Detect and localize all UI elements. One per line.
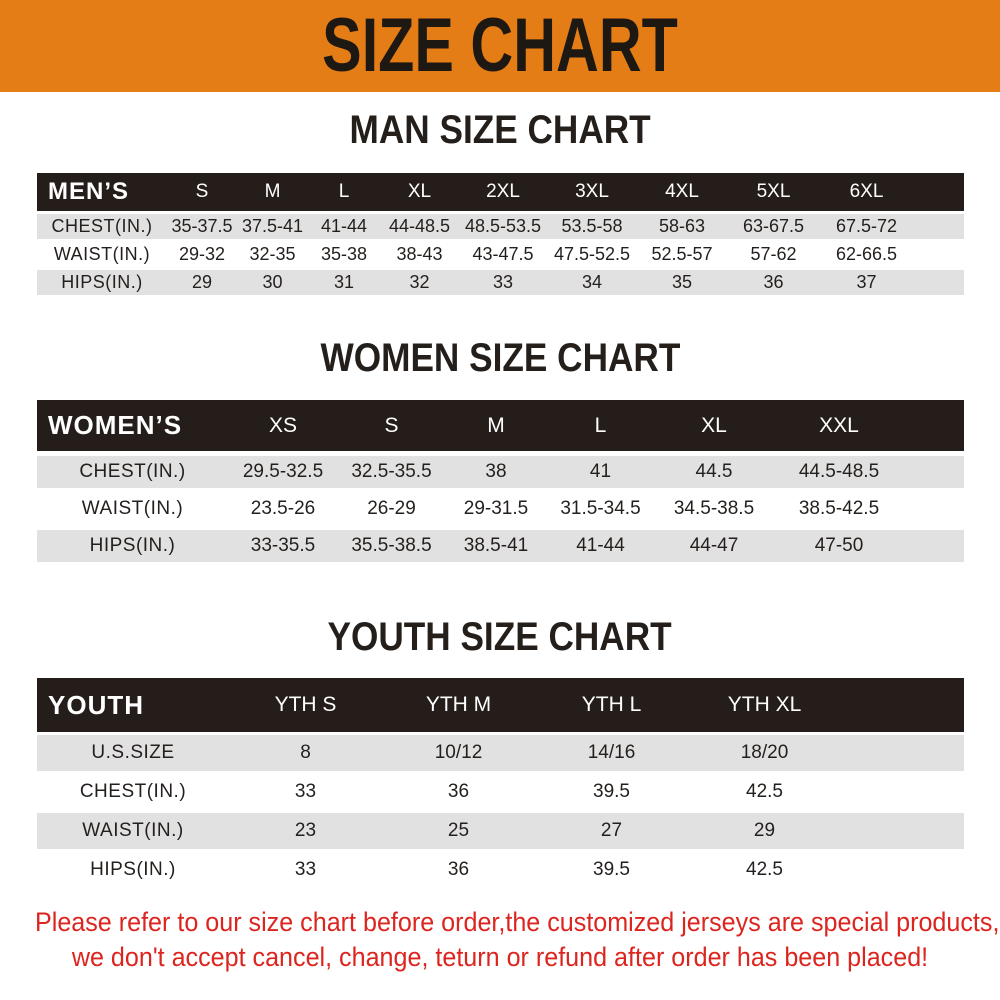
men-col-3xl: 3XL: [575, 181, 609, 202]
value-cell: 34.5-38.5: [673, 498, 755, 519]
value-cell: 35: [671, 272, 693, 292]
men-col-5xl: 5XL: [756, 181, 791, 202]
men-col-xl: XL: [407, 181, 432, 202]
men-header-filler: [913, 173, 964, 211]
value-cell: 32-35: [249, 244, 296, 264]
row-label: CHEST(IN.): [79, 461, 186, 482]
youth-col-s: YTH S: [274, 693, 337, 716]
women-col-xl: XL: [701, 413, 727, 437]
value-cell: 53.5-58: [561, 216, 623, 236]
row-label: HIPS(IN.): [61, 272, 143, 292]
filler-cell: [841, 813, 964, 849]
filler-cell: [913, 270, 964, 295]
value-cell: 44-48.5: [388, 216, 451, 236]
value-cell: 38: [485, 461, 507, 482]
value-cell: 36: [763, 272, 784, 292]
value-cell: 47-50: [814, 535, 864, 556]
value-cell: 33: [294, 859, 317, 880]
value-cell: 48.5-53.5: [464, 216, 542, 236]
men-chest-row: [37, 214, 964, 239]
value-cell: 8: [300, 742, 311, 763]
value-cell: 10/12: [434, 742, 483, 763]
value-cell: 57-62: [750, 244, 797, 264]
youth-ussize-row: [37, 735, 964, 771]
value-cell: 39.5: [593, 859, 630, 880]
men-col-6xl: 6XL: [849, 181, 884, 202]
value-cell: 52.5-57: [651, 244, 713, 264]
value-cell: 34: [581, 272, 603, 292]
youth-section-title: [0, 615, 1000, 659]
filler-cell: [913, 214, 964, 239]
row-label: U.S.SIZE: [91, 742, 175, 763]
women-section-title: [0, 336, 1000, 380]
filler-cell: [841, 852, 964, 888]
women-header-row: [37, 400, 964, 451]
youth-header-row: [37, 678, 964, 732]
value-cell: 37: [856, 272, 877, 292]
value-cell: 30: [262, 272, 283, 292]
value-cell: 38.5-42.5: [798, 498, 880, 519]
women-header-label: WOMEN’S: [48, 410, 183, 440]
women-col-xxl: XXL: [819, 413, 859, 437]
value-cell: 35-38: [320, 244, 368, 264]
value-cell: 37.5-41: [241, 216, 304, 236]
row-label: WAIST(IN.): [81, 498, 184, 519]
value-cell: 44-47: [689, 535, 739, 556]
value-cell: 23.5-26: [250, 498, 316, 519]
value-cell: 26-29: [367, 498, 416, 519]
man-section-title-text: MAN SIZE CHART: [349, 108, 651, 152]
men-header-row: [37, 173, 964, 211]
women-col-l: L: [594, 413, 607, 437]
value-cell: 38-43: [396, 244, 443, 264]
value-cell: 32: [409, 272, 430, 292]
row-label: HIPS(IN.): [89, 535, 176, 556]
men-col-m: M: [264, 181, 281, 202]
men-col-l: L: [338, 181, 350, 202]
value-cell: 44.5-48.5: [798, 461, 880, 482]
women-col-xs: XS: [268, 413, 297, 437]
youth-header-label: YOUTH: [48, 689, 144, 720]
row-label: WAIST(IN.): [82, 820, 184, 841]
youth-hips-row: [37, 852, 964, 888]
value-cell: 42.5: [746, 781, 783, 802]
man-size-section: [0, 108, 1000, 298]
value-cell: 62-66.5: [835, 244, 898, 264]
filler-cell: [841, 735, 964, 771]
value-cell: 44.5: [695, 461, 733, 482]
value-cell: 58-63: [658, 216, 706, 236]
value-cell: 27: [600, 820, 623, 841]
value-cell: 41-44: [320, 216, 368, 236]
women-hips-row: [37, 530, 964, 562]
value-cell: 33: [294, 781, 317, 802]
filler-cell: [841, 774, 964, 810]
order-notice-line1: Please refer to our size chart before order,the customized jerseys are special products,: [35, 907, 1000, 937]
women-col-m: M: [487, 413, 505, 437]
youth-size-section: [0, 615, 1000, 891]
page-title: SIZE CHART: [322, 3, 678, 88]
youth-col-l: YTH L: [581, 693, 642, 716]
value-cell: 31.5-34.5: [560, 498, 641, 519]
filler-cell: [904, 530, 964, 562]
men-hips-row: [37, 270, 964, 295]
value-cell: 18/20: [740, 742, 789, 763]
youth-col-m: YTH M: [425, 693, 492, 716]
women-col-s: S: [384, 413, 399, 437]
men-header-label: MEN’S: [48, 178, 130, 205]
value-cell: 41-44: [576, 535, 625, 556]
value-cell: 29: [753, 820, 776, 841]
value-cell: 33: [492, 272, 514, 292]
value-cell: 14/16: [587, 742, 636, 763]
youth-waist-row: [37, 813, 964, 849]
youth-col-xl: YTH XL: [727, 693, 802, 716]
value-cell: 67.5-72: [835, 216, 898, 236]
value-cell: 35-37.5: [171, 216, 233, 236]
value-cell: 29-31.5: [463, 498, 529, 519]
men-waist-row: [37, 242, 964, 267]
women-size-table: [37, 395, 964, 567]
value-cell: 31: [333, 272, 355, 292]
value-cell: 47.5-52.5: [553, 244, 631, 264]
youth-section-title-text: YOUTH SIZE CHART: [327, 615, 673, 659]
value-cell: 43-47.5: [472, 244, 534, 264]
order-notice-line2: we don't accept cancel, change, teturn or refund after order has been placed!: [71, 942, 929, 972]
value-cell: 23: [294, 820, 317, 841]
women-chest-row: [37, 456, 964, 488]
women-waist-row: [37, 493, 964, 525]
youth-size-table: [37, 675, 964, 891]
order-notice: [0, 905, 1000, 975]
row-label: WAIST(IN.): [53, 244, 151, 264]
value-cell: 32.5-35.5: [351, 461, 432, 482]
value-cell: 35.5-38.5: [351, 535, 432, 556]
filler-cell: [913, 242, 964, 267]
row-label: HIPS(IN.): [90, 859, 176, 880]
row-label: CHEST(IN.): [79, 781, 187, 802]
youth-chest-row: [37, 774, 964, 810]
filler-cell: [904, 456, 964, 488]
value-cell: 41: [589, 461, 612, 482]
value-cell: 29.5-32.5: [242, 461, 324, 482]
value-cell: 39.5: [593, 781, 630, 802]
women-header-filler: [904, 400, 964, 451]
men-col-s: S: [195, 181, 209, 202]
value-cell: 36: [447, 859, 470, 880]
value-cell: 29-32: [178, 244, 226, 264]
men-col-4xl: 4XL: [665, 181, 699, 202]
value-cell: 63-67.5: [742, 216, 805, 236]
banner: [0, 0, 1000, 92]
filler-cell: [904, 493, 964, 525]
women-section-title-text: WOMEN SIZE CHART: [320, 336, 680, 380]
row-label: CHEST(IN.): [51, 216, 153, 236]
value-cell: 33-35.5: [250, 535, 316, 556]
men-size-table: [37, 170, 964, 298]
value-cell: 29: [191, 272, 213, 292]
value-cell: 38.5-41: [463, 535, 529, 556]
men-col-2xl: 2XL: [486, 181, 520, 202]
man-section-title: [0, 108, 1000, 152]
value-cell: 25: [447, 820, 470, 841]
value-cell: 36: [447, 781, 470, 802]
youth-header-filler: [841, 678, 964, 732]
value-cell: 42.5: [746, 859, 783, 880]
women-size-section: [0, 336, 1000, 567]
